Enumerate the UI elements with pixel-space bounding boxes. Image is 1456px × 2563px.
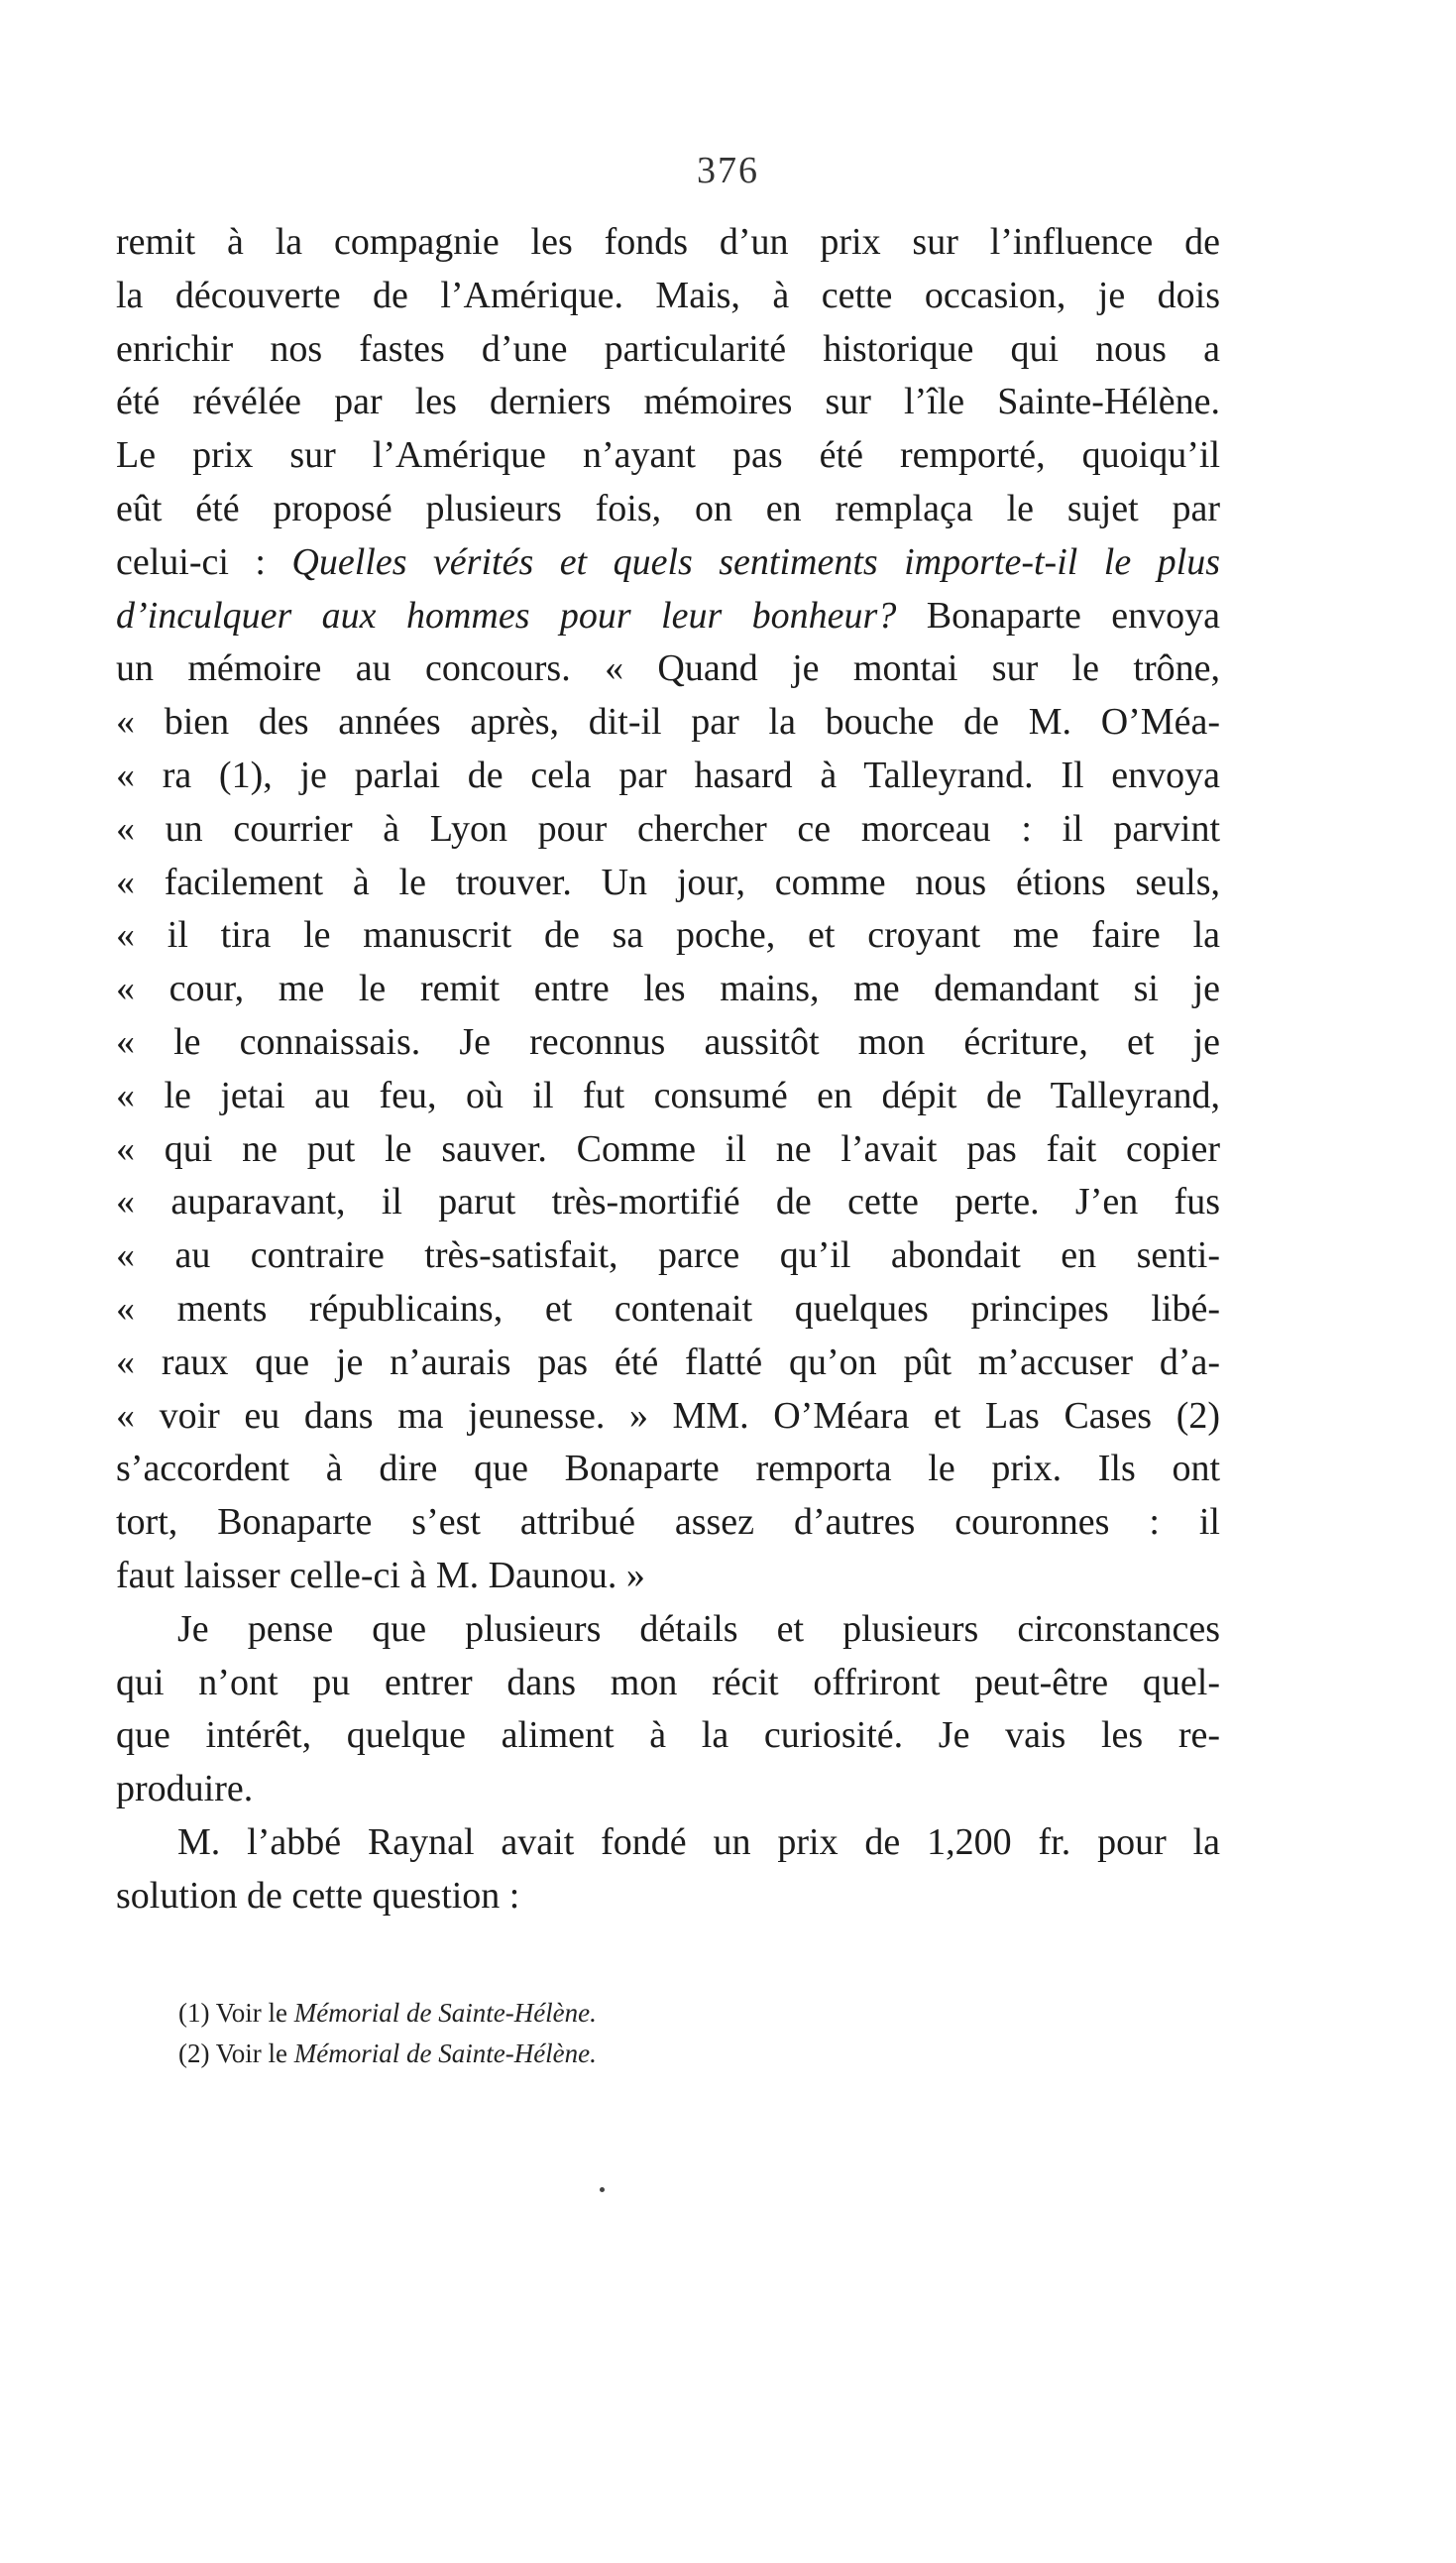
footnote-1	[178, 1993, 1070, 2034]
body-text	[116, 216, 1220, 1923]
italic-question-end: d’inculquer aux hommes pour leur bonheur?	[116, 594, 897, 637]
footnotes	[178, 1993, 1070, 2074]
text-line: « facilement à le trouver. Un jour, comme nous étions seuls,	[116, 861, 1220, 903]
text-line: « au contraire très-satisfait, parce qu’il abondait en senti-	[116, 1234, 1220, 1277]
footnote-title: Mémorial de Sainte-Hélène.	[293, 2039, 597, 2068]
line-rest: Bonaparte envoya	[896, 594, 1221, 637]
text-line: « ra (1), je parlai de cela par hasard à Talleyrand. Il envoya	[116, 754, 1220, 796]
text-line: « raux que je n’aurais pas été flatté qu’on pût m’accuser d’a-	[116, 1340, 1220, 1383]
text-line: été révélée par les derniers mémoires sur l’île Sainte-Hélène.	[116, 381, 1220, 423]
italic-question: Quelles vérités et quels sentiments importe-t-il le plus	[291, 540, 1221, 583]
text-line: Je pense que plusieurs détails et plusieurs circonstances	[177, 1607, 1220, 1650]
text-line: qui n’ont pu entrer dans mon récit offriront peut-être quel-	[116, 1661, 1220, 1703]
text-line: faut laisser celle-ci à M. Daunou. »	[116, 1554, 645, 1596]
text-line: « bien des années après, dit-il par la bouche de M. O’Méa-	[116, 701, 1220, 744]
text-line: « il tira le manuscrit de sa poche, et croyant me faire la	[116, 914, 1220, 957]
text-line: tort, Bonaparte s’est attribué assez d’autres couronnes : il	[116, 1501, 1220, 1544]
text-line-italic	[116, 590, 1220, 643]
line-prefix: celui-ci :	[116, 540, 292, 583]
text-line: produire.	[116, 1768, 254, 1810]
footnote-2	[178, 2034, 1070, 2074]
footnote-marker: (1) Voir le	[178, 1998, 294, 2028]
text-line: s’accordent à dire que Bonaparte remporta le prix. Ils ont	[116, 1448, 1220, 1490]
text-line: « cour, me le remit entre les mains, me demandant si je	[116, 968, 1220, 1010]
page-number: 376	[697, 150, 759, 191]
text-line: « qui ne put le sauver. Comme il ne l’avait pas fait copier	[116, 1127, 1220, 1170]
text-line: Le prix sur l’Amérique n’ayant pas été remporté, quoiqu’il	[116, 434, 1220, 477]
text-line: un mémoire au concours. « Quand je montai sur le trône,	[116, 647, 1220, 690]
text-line: « le connaissais. Je reconnus aussitôt mon écriture, et je	[116, 1020, 1220, 1063]
text-line: remit à la compagnie les fonds d’un prix sur l’influence de	[116, 221, 1220, 263]
text-line: enrichir nos fastes d’une particularité historique qui nous a	[116, 327, 1220, 370]
text-line: « ments républicains, et contenait quelques principes libé-	[116, 1287, 1220, 1330]
text-line: « auparavant, il parut très-mortifié de cette perte. J’en fus	[116, 1181, 1220, 1223]
text-line: « voir eu dans ma jeunesse. » MM. O’Méara et Las Cases (2)	[116, 1394, 1220, 1437]
text-line: la découverte de l’Amérique. Mais, à cette occasion, je dois	[116, 274, 1220, 316]
text-line: M. l’abbé Raynal avait fondé un prix de 1,200 fr. pour la	[177, 1820, 1220, 1863]
text-line: solution de cette question :	[116, 1874, 520, 1917]
text-line: « un courrier à Lyon pour chercher ce morceau : il parvint	[116, 807, 1220, 850]
footnote-marker: (2) Voir le	[178, 2039, 294, 2068]
footnote-title: Mémorial de Sainte-Hélène.	[293, 1998, 597, 2028]
text-line-italic	[116, 536, 1220, 590]
ink-dot	[600, 2187, 605, 2192]
text-line: eût été proposé plusieurs fois, on en remplaça le sujet par	[116, 487, 1220, 529]
text-line: « le jetai au feu, où il fut consumé en dépit de Talleyrand,	[116, 1074, 1220, 1116]
text-line: que intérêt, quelque aliment à la curiosité. Je vais les re-	[116, 1714, 1220, 1757]
